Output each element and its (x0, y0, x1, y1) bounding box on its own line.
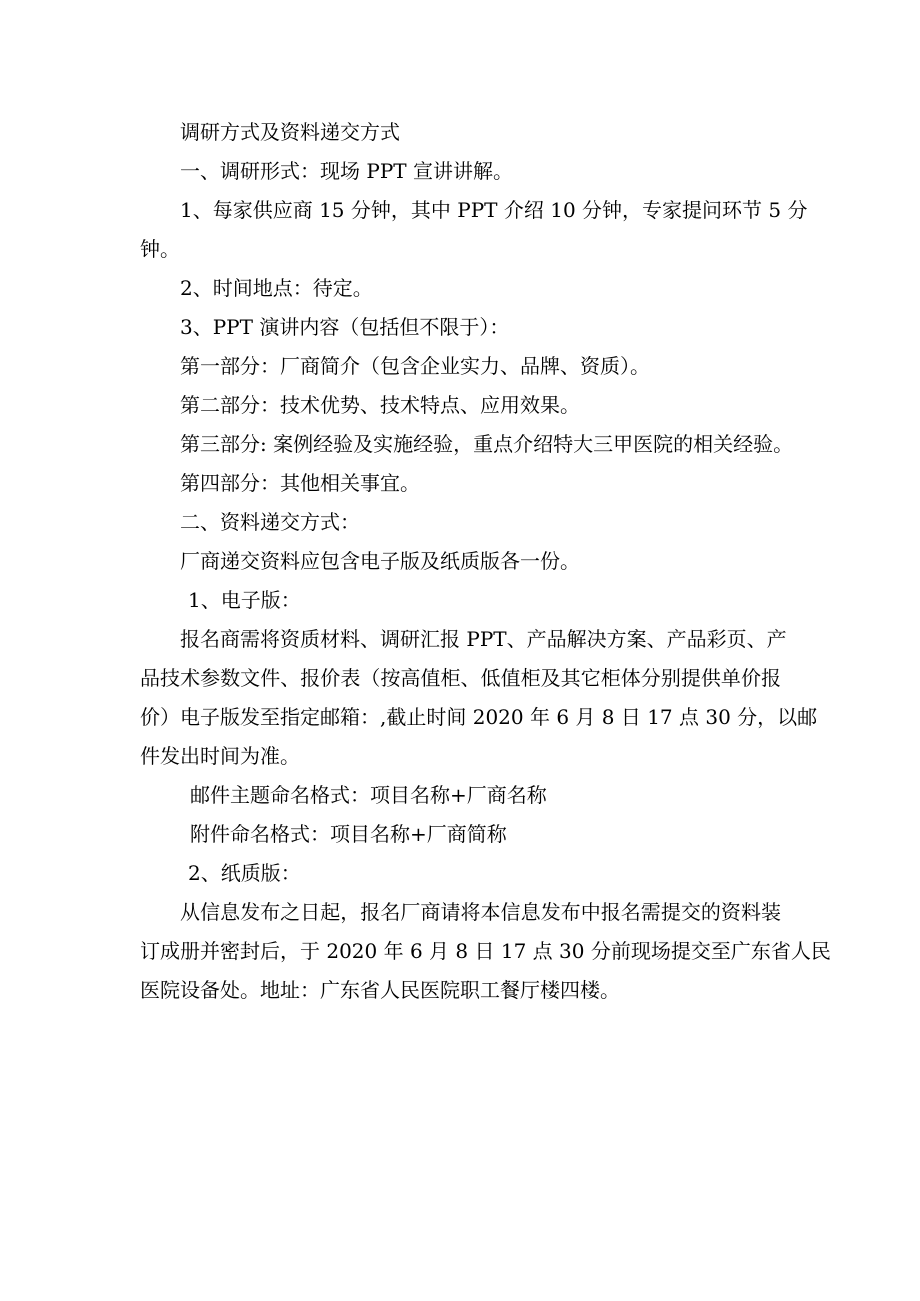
electronic-heading: 1、电子版： (188, 588, 301, 612)
paper-heading: 2、纸质版： (188, 861, 301, 885)
item1-line1: 1、每家供应商 15 分钟，其中 PPT 介绍 10 分钟，专家提问环节 5 分 (180, 198, 808, 222)
paper-line3: 医院设备处。地址：广东省人民医院职工餐厅楼四楼。 (140, 978, 620, 1002)
attachment-format: 附件命名格式：项目名称+厂商简称 (190, 822, 507, 846)
item3: 3、PPT 演讲内容（包括但不限于）： (180, 315, 510, 339)
section2-heading: 二、资料递交方式： (180, 510, 360, 534)
electronic-line3: 价）电子版发至指定邮箱：,截止时间 2020 年 6 月 8 日 17 点 30 分，以邮 (140, 705, 818, 729)
part3: 第三部分: 案例经验及实施经验，重点介绍特大三甲医院的相关经验。 (180, 432, 794, 456)
email-subject-format: 邮件主题命名格式：项目名称+厂商名称 (190, 783, 547, 807)
part2: 第二部分：技术优势、技术特点、应用效果。 (180, 393, 580, 417)
section1-heading: 一、调研形式：现场 PPT 宣讲讲解。 (180, 159, 513, 183)
section2-intro: 厂商递交资料应包含电子版及纸质版各一份。 (180, 549, 580, 573)
paper-line1: 从信息发布之日起，报名厂商请将本信息发布中报名需提交的资料装 (180, 900, 781, 924)
item2: 2、时间地点：待定。 (180, 276, 373, 300)
part4: 第四部分：其他相关事宜。 (180, 471, 420, 495)
part1: 第一部分：厂商简介（包含企业实力、品牌、资质）。 (180, 354, 650, 378)
electronic-line1: 报名商需将资质材料、调研汇报 PPT、产品解决方案、产品彩页、产 (180, 627, 787, 651)
electronic-line4: 件发出时间为准。 (140, 744, 300, 768)
item1-line2: 钟。 (140, 237, 180, 261)
electronic-line2: 品技术参数文件、报价表（按高值柜、低值柜及其它柜体分别提供单价报 (140, 666, 781, 690)
paper-line2: 订成册并密封后，于 2020 年 6 月 8 日 17 点 30 分前现场提交至广东省人民 (140, 939, 831, 963)
document-title: 调研方式及资料递交方式 (180, 120, 400, 144)
